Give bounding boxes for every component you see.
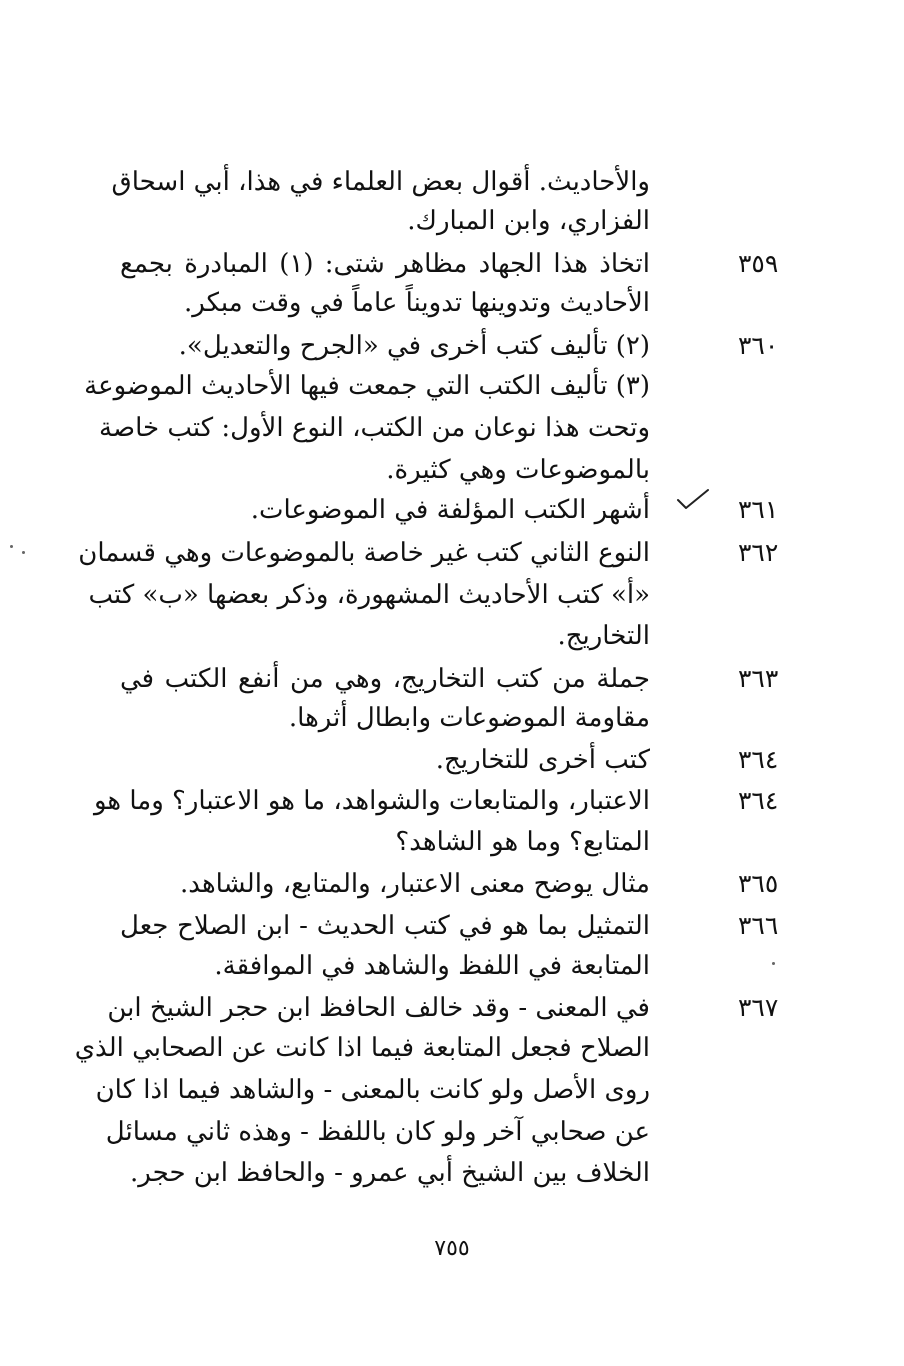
check-mark-icon	[676, 486, 710, 514]
page-ref-number: ٣٦١	[738, 495, 779, 524]
text-line: (٣) تأليف الكتب التي جمعت فيها الأحاديث الموضوعة	[84, 371, 650, 401]
text-line: في المعنى - وقد خالف الحافظ ابن حجر الشيخ ابن	[107, 993, 650, 1023]
text-line: جملة من كتب التخاريج، وهي من أنفع الكتب في	[120, 664, 650, 694]
text-line: والأحاديث. أقوال بعض العلماء في هذا، أبي اسحاق	[111, 167, 650, 197]
text-line: كتب أخرى للتخاريج.	[435, 745, 650, 775]
text-line: المتابعة في اللفظ والشاهد في الموافقة.	[214, 951, 650, 981]
text-line: بالموضوعات وهي كثيرة.	[386, 455, 650, 485]
text-line: الأحاديث وتدوينها تدويناً عاماً في وقت مبكر.	[183, 288, 650, 318]
text-line: مقاومة الموضوعات وابطال أثرها.	[288, 703, 650, 733]
page-number: ٧٥٥	[434, 1236, 470, 1261]
page-ref-number: ٣٦٦	[738, 911, 779, 940]
text-line: الاعتبار، والمتابعات والشواهد، ما هو الاعتبار؟ وما هو	[93, 786, 650, 816]
text-line: وتحت هذا نوعان من الكتب، النوع الأول: كتب خاصة	[99, 413, 650, 443]
text-line: روى الأصل ولو كانت بالمعنى - والشاهد فيما اذا كان	[95, 1075, 650, 1105]
text-line: «أ» كتب الأحاديث المشهورة، وذكر بعضها «ب» كتب	[88, 580, 650, 610]
page-ref-number: ٣٦٣	[738, 664, 779, 693]
page-ref-number: ٣٦٤	[738, 745, 779, 774]
scan-speck	[22, 551, 25, 554]
text-line: عن صحابي آخر ولو كان باللفظ - وهذه ثاني مسائل	[105, 1117, 650, 1147]
text-line: المتابع؟ وما هو الشاهد؟	[395, 827, 650, 857]
page-ref-number: ٣٦٧	[738, 993, 779, 1022]
text-line: الفزاري، وابن المبارك.	[407, 206, 650, 236]
text-line: التخاريج.	[557, 621, 650, 651]
text-line: النوع الثاني كتب غير خاصة بالموضوعات وهي قسمان	[78, 538, 650, 568]
page-ref-number: ٣٦٠	[738, 331, 779, 360]
text-line: الصلاح فجعل المتابعة فيما اذا كانت عن الصحابي الذي	[74, 1033, 650, 1063]
text-line: مثال يوضح معنى الاعتبار، والمتابع، والشاهد.	[180, 869, 650, 899]
page-ref-number: ٣٦٢	[738, 538, 779, 567]
page-ref-number: ٣٦٥	[738, 869, 779, 898]
text-line: (٢) تأليف كتب أخرى في «الجرح والتعديل».	[178, 331, 650, 361]
text-line: التمثيل بما هو في كتب الحديث - ابن الصلاح جعل	[120, 911, 650, 941]
text-line: اتخاذ هذا الجهاد مظاهر شتى: (١) المبادرة بجمع	[120, 249, 651, 279]
text-line: أشهر الكتب المؤلفة في الموضوعات.	[250, 495, 650, 525]
scan-speck	[10, 545, 13, 548]
page-ref-number: ٣٦٤	[738, 786, 779, 815]
page-ref-number: ٣٥٩	[738, 249, 779, 278]
scan-speck	[772, 962, 775, 965]
text-line: الخلاف بين الشيخ أبي عمرو - والحافظ ابن حجر.	[130, 1158, 650, 1188]
